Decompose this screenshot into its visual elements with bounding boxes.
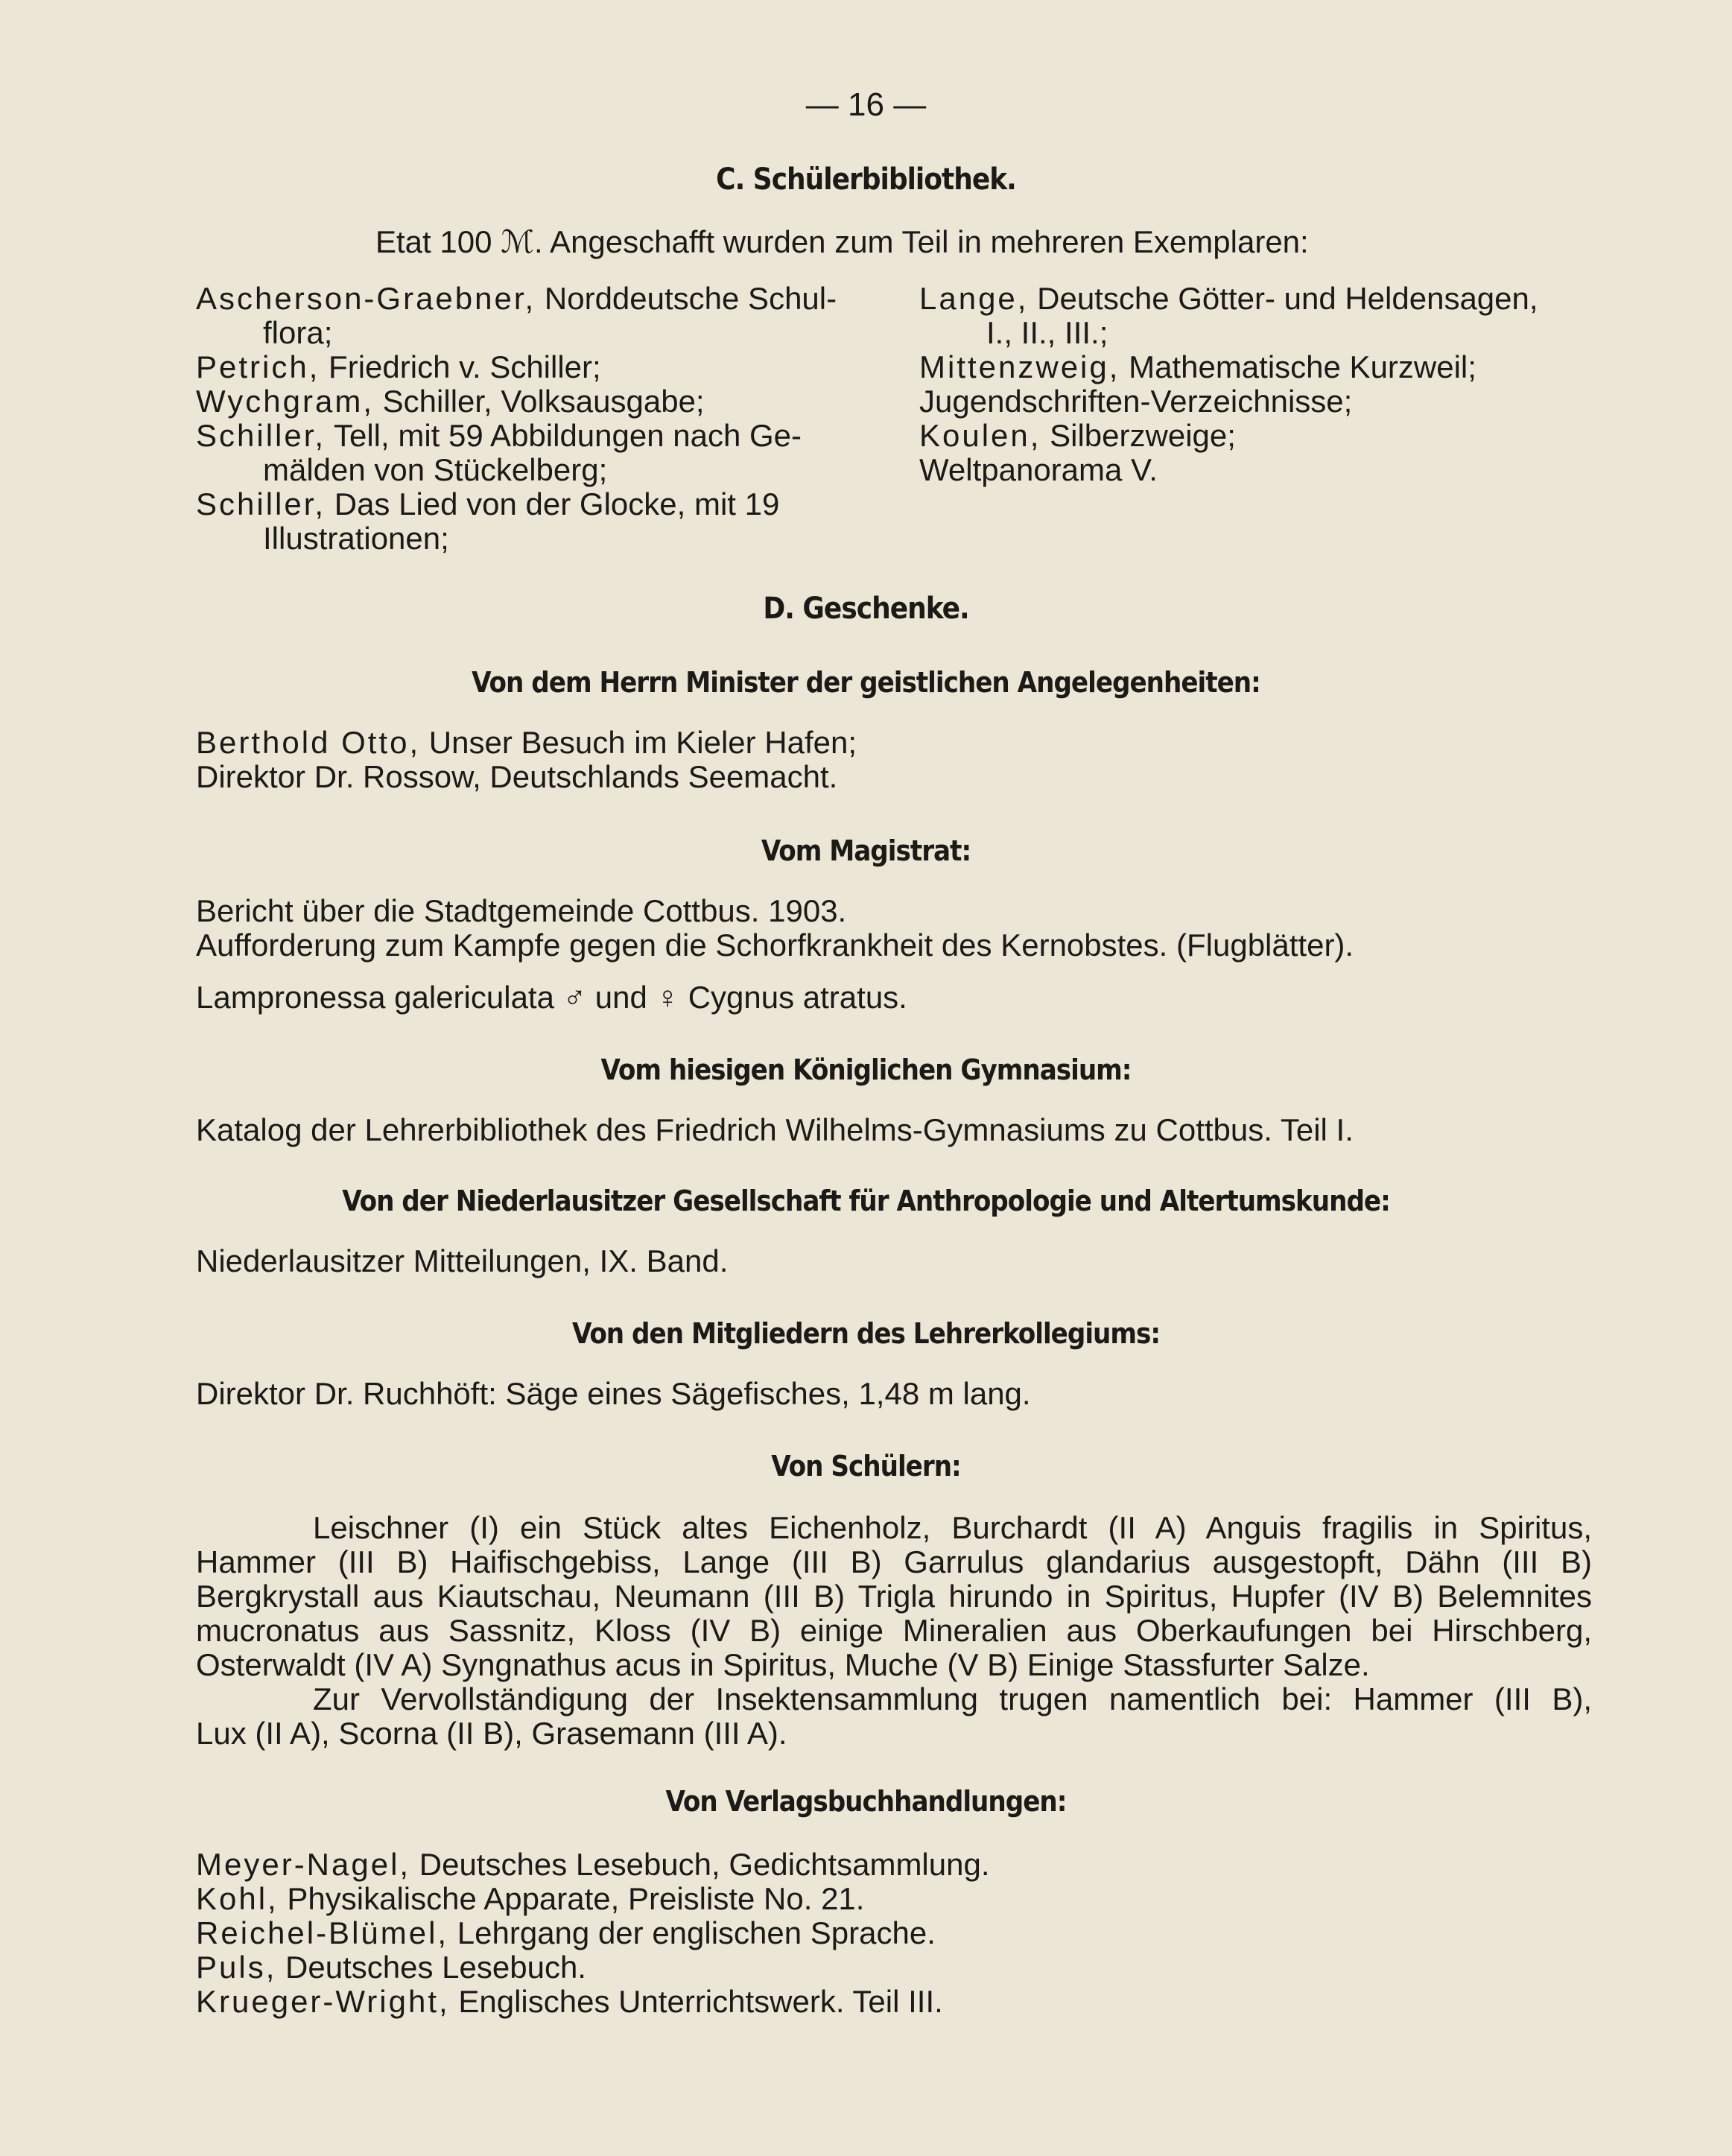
list-item: Mittenzweig, Mathematische Kurzweil; bbox=[919, 349, 1476, 384]
list-item: Wychgram, Schiller, Volksausgabe; bbox=[196, 384, 705, 419]
kollegium-heading: Von den Mitgliedern des Lehrerkollegiums: bbox=[571, 1317, 1161, 1350]
list-item: Direktor Dr. Rossow, Deutschlands Seemacht. bbox=[196, 759, 838, 794]
list-item: Lampronessa galericulata ♂ und ♀ Cygnus atratus. bbox=[196, 980, 907, 1015]
page-number: — 16 — bbox=[805, 86, 927, 123]
verlag-heading: Von Verlagsbuchhandlungen: bbox=[665, 1785, 1067, 1818]
list-item: Puls, Deutsches Lesebuch. bbox=[196, 1950, 586, 1985]
verlag-list bbox=[196, 1848, 990, 2019]
list-item: I., II., III.; bbox=[986, 315, 1108, 350]
list-item: Illustrationen; bbox=[263, 521, 449, 556]
minister-heading: Von dem Herrn Minister der geistlichen Angelegenheiten: bbox=[472, 666, 1260, 699]
right-column-list bbox=[919, 282, 1538, 487]
list-item: Koulen, Silberzweige; bbox=[919, 418, 1236, 453]
niederlausitz-heading: Von der Niederlausitzer Gesellschaft für Anthropologie und Altertumskunde: bbox=[342, 1185, 1390, 1217]
list-item: Berthold Otto, Unser Besuch im Kieler Hafen; bbox=[196, 725, 857, 760]
list-item: Weltpanorama V. bbox=[919, 452, 1158, 487]
gymnasium-heading: Vom hiesigen Königlichen Gymnasium: bbox=[600, 1053, 1132, 1086]
list-item: Kohl, Physikalische Apparate, Preisliste No. 21. bbox=[196, 1881, 865, 1916]
list-item: Lange, Deutsche Götter- und Heldensagen, bbox=[919, 281, 1538, 316]
list-item: Petrich, Friedrich v. Schiller; bbox=[196, 349, 601, 384]
list-item: Ascherson-Graebner, Norddeutsche Schul- bbox=[196, 281, 837, 316]
list-item: Bericht über die Stadtgemeinde Cottbus. 1903. bbox=[196, 893, 847, 928]
list-item: mälden von Stückelberg; bbox=[263, 452, 608, 487]
list-item: Katalog der Lehrerbibliothek des Friedrich Wilhelms-Gymnasiums zu Cottbus. Teil I. bbox=[196, 1112, 1354, 1147]
left-column-list bbox=[196, 282, 837, 556]
list-item: Schiller, Das Lied von der Glocke, mit 19 bbox=[196, 486, 780, 521]
list-item: Jugendschriften-Verzeichnisse; bbox=[919, 384, 1353, 419]
list-item: Schiller, Tell, mit 59 Abbildungen nach Ge- bbox=[196, 418, 802, 453]
schueler-paragraph: Leischner (I) ein Stück altes Eichenholz, Burchardt (II A) Anguis fragilis in Spiritus, Hammer (III B) Haifischgebiss, Lange (III B) Garrulus glandarius ausgestopft, Dähn (III B) Bergkrystall aus Kiautschau, Neumann (III B) Trigla hirundo in Spiritus, Hupfer (IV B) Belemnites mucronatus aus Sassnitz, Kloss (IV B) einige Mineralien aus Oberkaufungen bei Hirschberg, Osterwaldt (IV A) Syngnathus acus in Spiritus, Muche (V B) Einige Stassfurter Salze. Zur Vervollständigung der Insektensammlung trugen namentlich bei: Hammer (III B), Lux (II A), Scorna (II B), Grasemann (III A). bbox=[196, 1510, 1592, 1751]
list-item: Reichel-Blümel, Lehrgang der englischen Sprache. bbox=[196, 1915, 936, 1950]
list-item: Meyer-Nagel, Deutsches Lesebuch, Gedichtsammlung. bbox=[196, 1847, 990, 1882]
list-item: Aufforderung zum Kampfe gegen die Schorfkrankheit des Kernobstes. (Flugblätter). bbox=[196, 928, 1354, 963]
list-item: Niederlausitzer Mitteilungen, IX. Band. bbox=[196, 1243, 729, 1278]
magistrat-heading: Vom Magistrat: bbox=[761, 834, 971, 867]
schueler-heading: Von Schülern: bbox=[771, 1450, 961, 1483]
section-c-title: C. Schülerbibliothek. bbox=[716, 162, 1016, 197]
etat-line: Etat 100 ℳ. Angeschafft wurden zum Teil in mehreren Exemplaren: bbox=[375, 224, 1309, 259]
list-item: Direktor Dr. Ruchhöft: Säge eines Sägefisches, 1,48 m lang. bbox=[196, 1376, 1031, 1411]
list-item: flora; bbox=[263, 315, 333, 350]
section-d-title: D. Geschenke. bbox=[763, 592, 969, 626]
list-item: Krueger-Wright, Englisches Unterrichtswerk. Teil III. bbox=[196, 1984, 943, 2019]
